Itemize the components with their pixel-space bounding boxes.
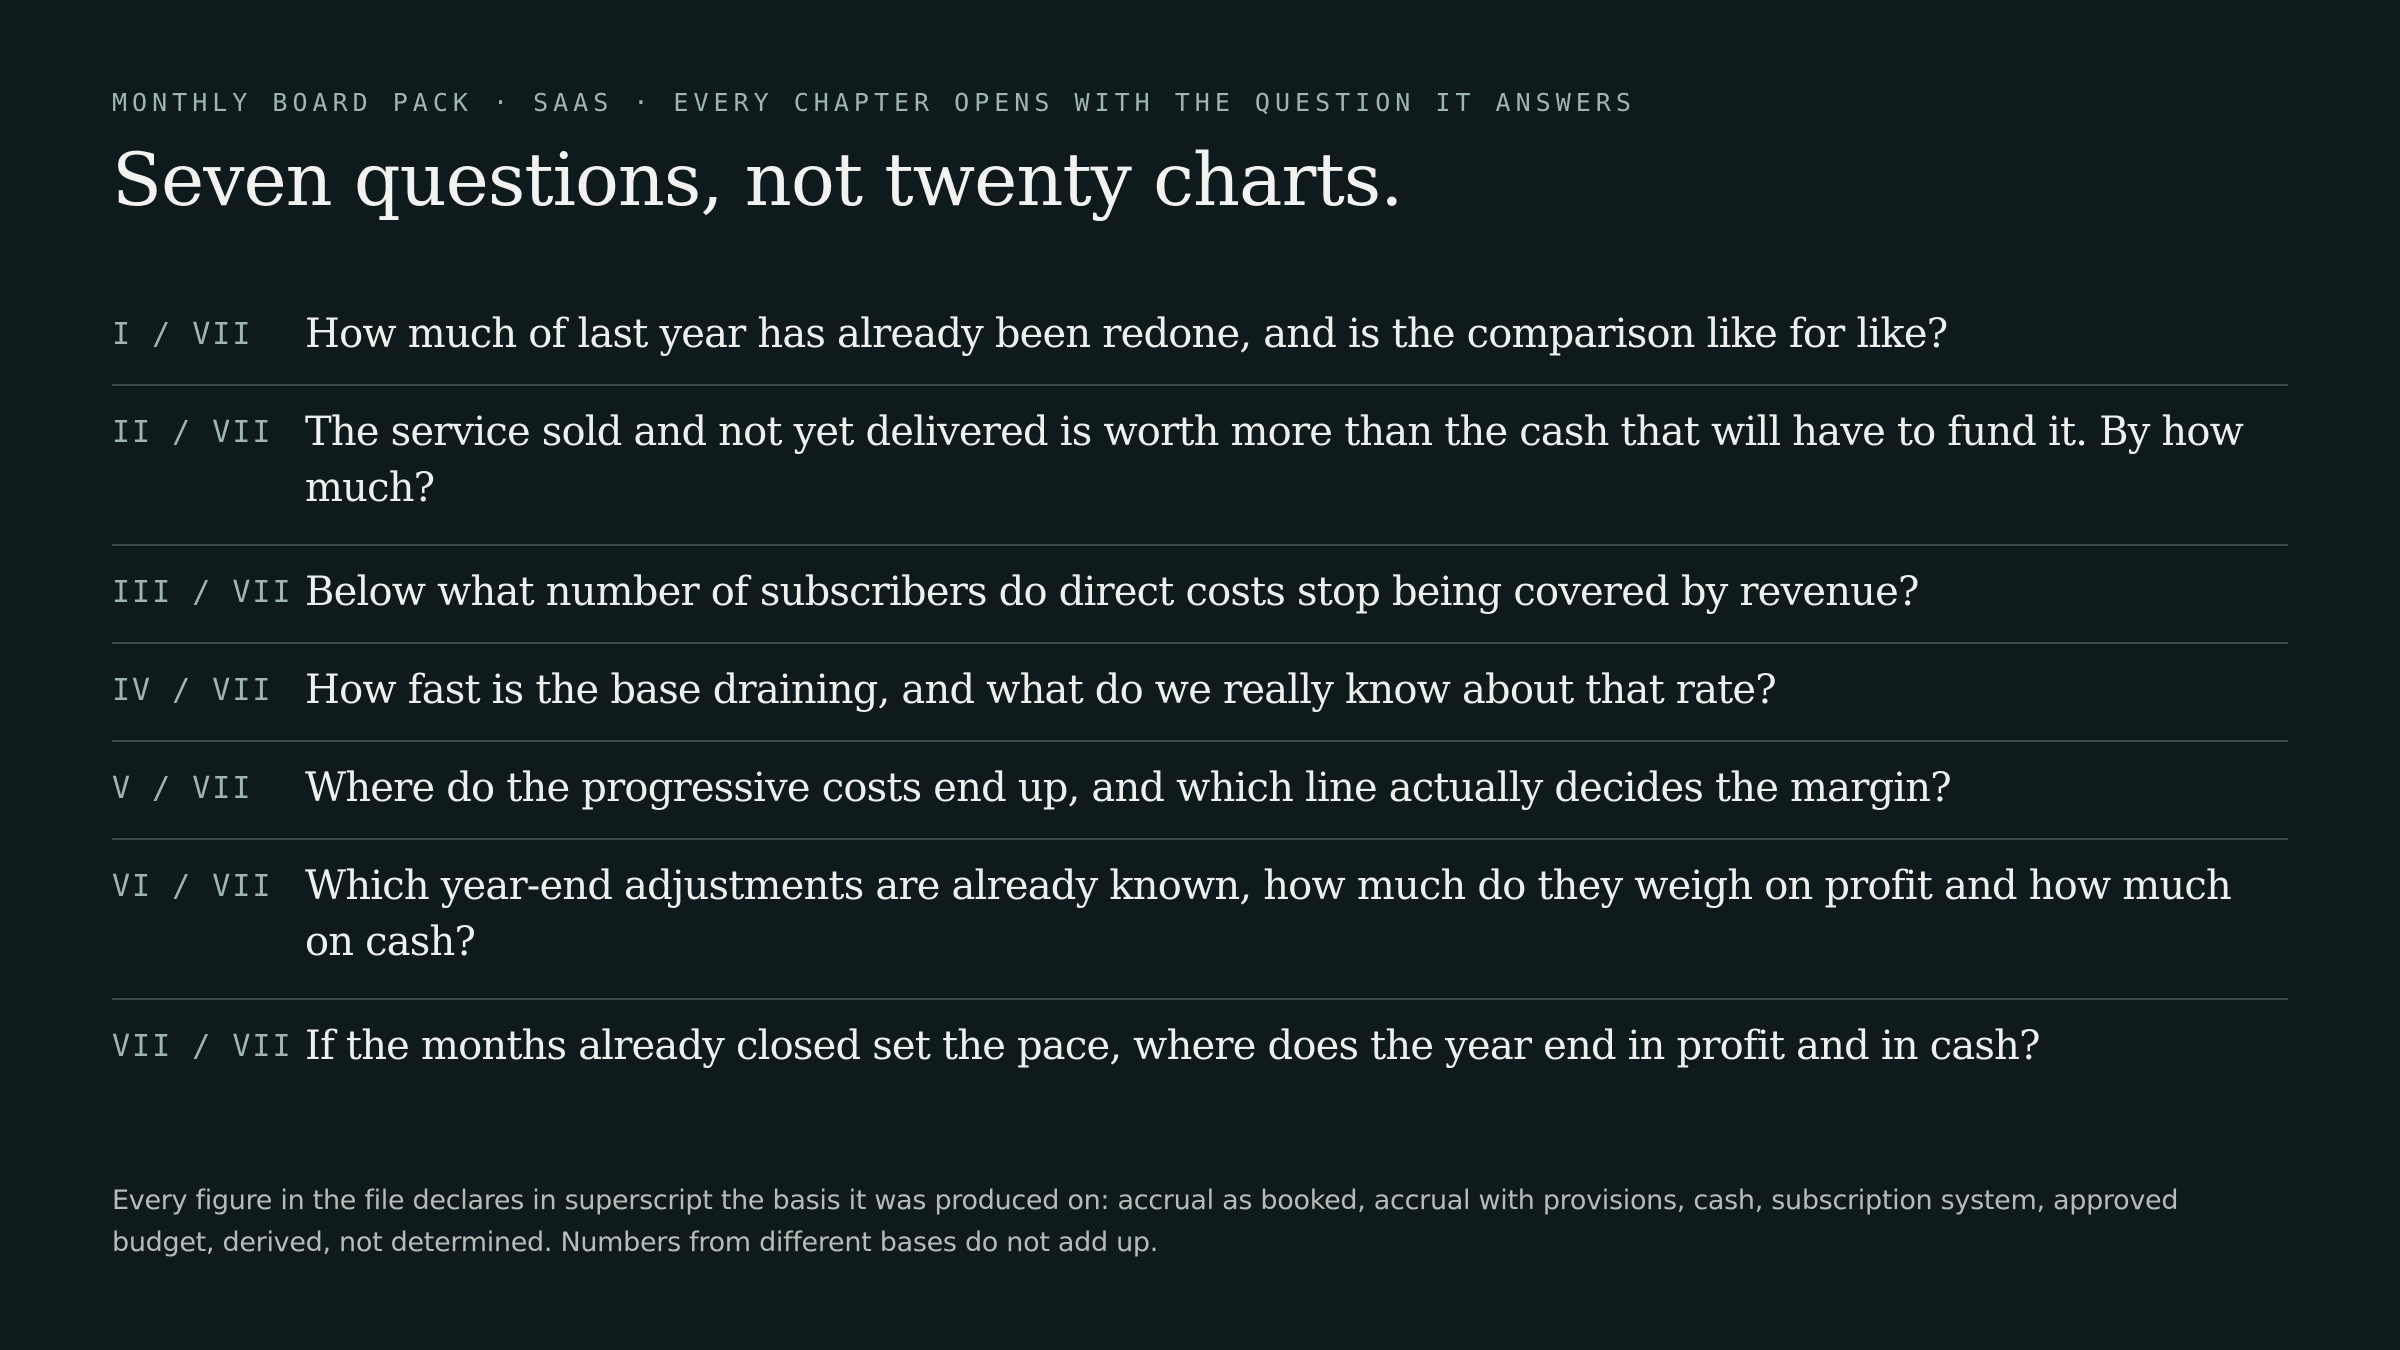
chapter-item	[112, 1000, 2288, 1098]
section-kicker: MONTHLY BOARD PACK · SAAS · EVERY CHAPTER OPENS WITH THE QUESTION IT ANSWERS	[112, 88, 1636, 117]
chapter-question: How much of last year has already been redone, and is the comparison like for like?	[305, 311, 1948, 357]
chapter-numeral: V / VII	[112, 771, 253, 806]
chapter-item	[112, 546, 2288, 644]
chapter-numeral: I / VII	[112, 317, 253, 352]
chapter-item	[112, 840, 2288, 1000]
chapter-item	[112, 742, 2288, 840]
basis-footnote: Every figure in the file declares in superscript the basis it was produced on: accrual as booked, accrual with provisions, cash, subscription system, approved budget, derived, not determined. Numbers from different bases do not add up.	[112, 1185, 2179, 1258]
page-title: Seven questions, not twenty charts.	[112, 138, 1403, 223]
chapter-question: How fast is the base draining, and what do we really know about that rate?	[305, 667, 1776, 713]
chapter-numeral: III / VII	[112, 575, 293, 610]
chapter-question: If the months already closed set the pace, where does the year end in profit and in cash?	[305, 1023, 2040, 1069]
chapter-question: The service sold and not yet delivered is worth more than the cash that will have to fund it. By how much?	[305, 409, 2244, 511]
chapter-numeral: VI / VII	[112, 869, 273, 904]
chapter-item	[112, 386, 2288, 546]
chapter-numeral: II / VII	[112, 415, 273, 450]
chapter-question: Which year-end adjustments are already known, how much do they weigh on profit and how much on cash?	[305, 863, 2231, 965]
chapter-numeral: IV / VII	[112, 673, 273, 708]
chapter-item	[112, 288, 2288, 386]
chapter-list	[112, 288, 2288, 1098]
chapter-question: Below what number of subscribers do direct costs stop being covered by revenue?	[305, 569, 1919, 615]
chapter-item	[112, 644, 2288, 742]
board-pack-page	[112, 0, 2288, 1350]
chapter-question: Where do the progressive costs end up, and which line actually decides the margin?	[305, 765, 1951, 811]
chapter-numeral: VII / VII	[112, 1029, 293, 1064]
